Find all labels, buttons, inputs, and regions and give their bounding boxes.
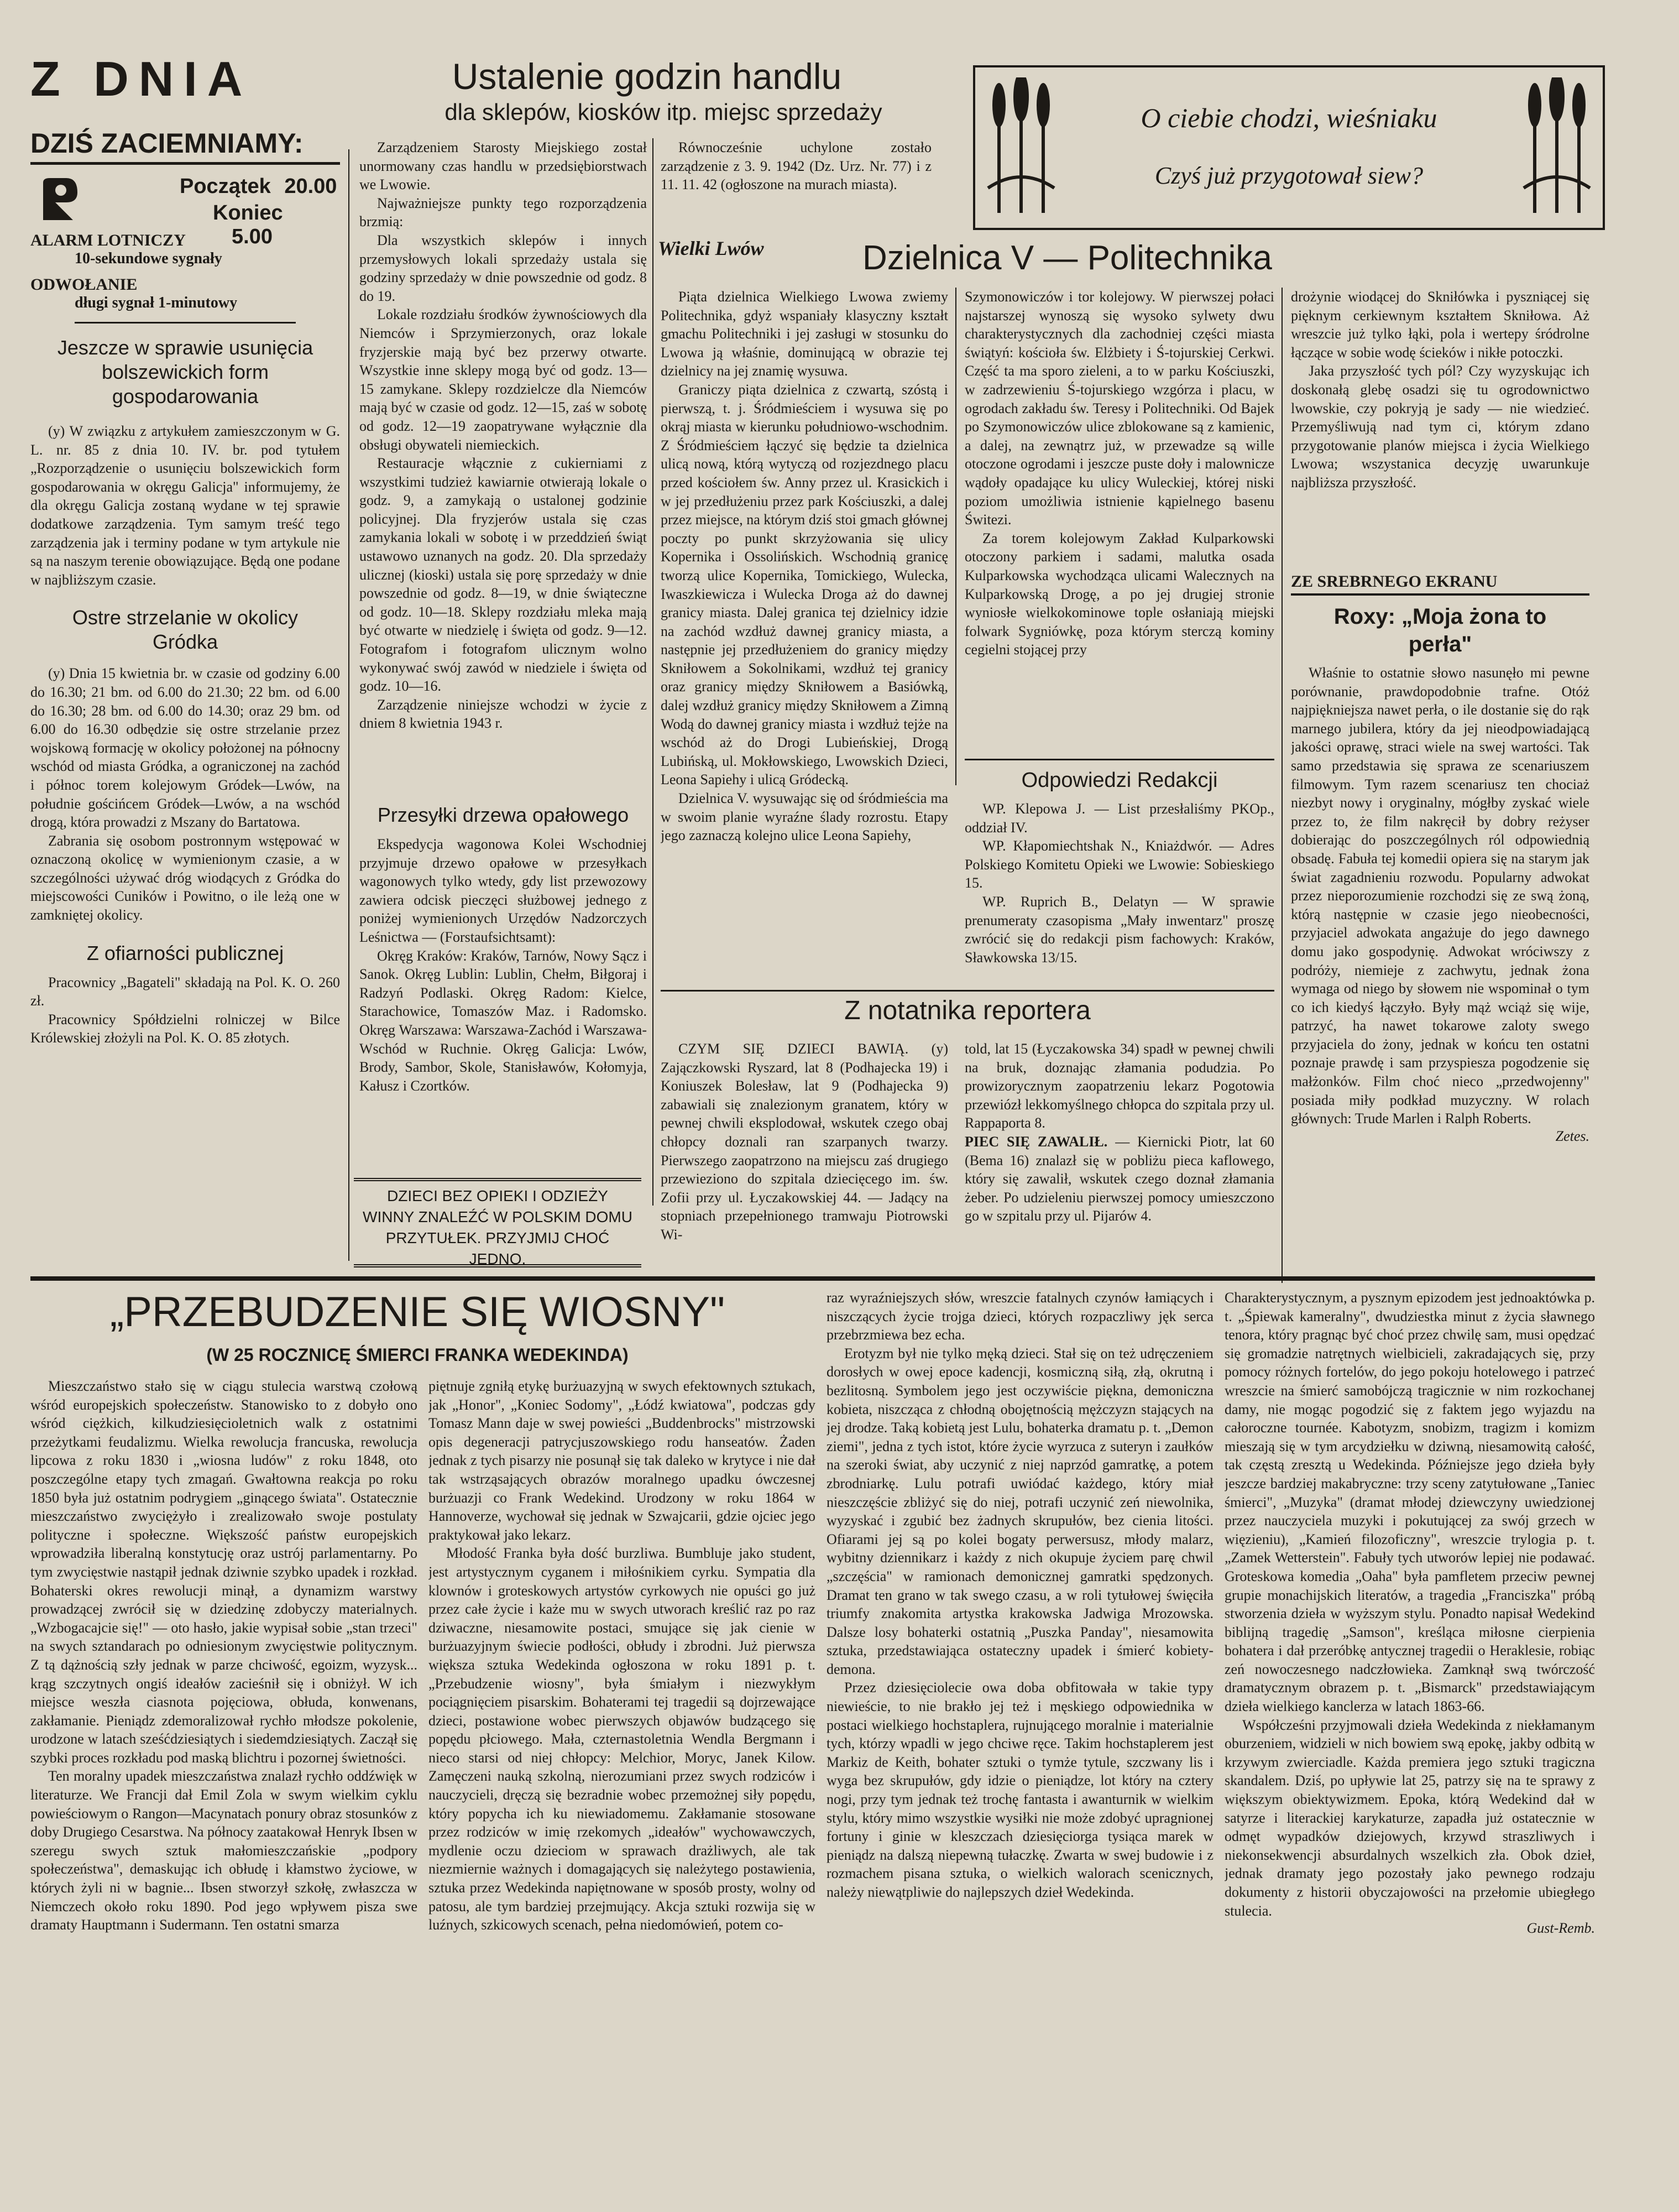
- divider: [661, 990, 1274, 992]
- trade-para: Zarządzenie niniejsze wchodzi w życie z dniem 8 kwietnia 1943 r.: [359, 696, 647, 732]
- firewood-title: Przesyłki drzewa opałowego: [377, 804, 629, 826]
- blackout-logo-icon: [39, 177, 80, 221]
- firewood-column: [359, 835, 647, 1167]
- cinema-signature: Zetes.: [1555, 1128, 1589, 1144]
- cinema-title: Roxy: „Moja żona to perła": [1333, 604, 1547, 656]
- column-rule: [348, 149, 349, 1261]
- reporter-column-1: [661, 1040, 948, 1272]
- start-label: Początek: [180, 175, 271, 198]
- feature-title: „PRZEBUDZENIE SIĘ WIOSNY": [109, 1288, 725, 1335]
- divider: [965, 759, 1274, 760]
- feature-column-2: [428, 1377, 815, 2195]
- feature-body: Młodość Franka była dość burzliwa. Bumbluje jako student, jest artystycznym cyganem i miłośnikiem cyrku. Sympatia dla klownów i groteskowych artystów cyrkowych nie opuści go już przez całe życie i każe mu w swych utworach kreślić raz po raz dziwaczne, niesamowite postaci, smujące się jak cienie w burżuazyjnym świecie podłości, obłudy i zbrodni. Już pierwsza większa sztuka Wedekinda ogłoszona w roku 1891 p. t. „Przebudzenie wiosny", była śmiałym i niezwykłym pociągnięciem pisarskim. Bohaterami tej tragedii są dojrzewające dzieci, postawione wobec pierwszych objawów budzącego się popędu płciowego. Mała, czternastoletnia Wendla Bergmann i nieco starsi od niej chłopcy: Melchior, Moryc, Janek Kilow. Zamęczeni nauką szkolną, nierozumiani przez swych rodziców i nauczycieli, dręczą się bezradnie wobec przemożnej siły popędu, który popycha ich ku niewiadomemu. Zakłamanie stosowane przez rodziców w imię rzekomych „ideałów" wychowawczych, mydlenie oczu dzieciom w sprawach drażliwych, ale tak niezmiernie ważnych i domagających się należytego postawienia, sztuka przez Wedekinda napiętnowane w sposób prosty, wolny od patosu, ale tym bardziej przejmujący. Akcja sztuki rozwija się w luźnych, szkicowych scenach, pełna niedomówień, potem co-: [428, 1545, 815, 1933]
- trade-para: Dla wszystkich sklepów i innych przemysłowych lokali sprzedaży ustala się godziny sprzedaży w dnie powszednie od godz. 8 do 19.: [359, 232, 647, 304]
- left-column: [30, 53, 340, 1264]
- trade-para: Równocześnie uchylone zostało zarządzenie z 3. 9. 1942 (Dz. Urz. Nr. 77) i z 11. 11. 42 (ogłoszone na murach miasta).: [661, 139, 932, 193]
- reporter-body-2: [965, 1133, 1274, 1225]
- cinema-section: ZE SREBRNEGO EKRANU: [1291, 572, 1589, 596]
- column-rule: [1282, 288, 1283, 1283]
- end-label: Koniec: [213, 201, 283, 225]
- cancel-desc: długi sygnał 1-minutowy: [75, 294, 238, 311]
- start-row: [180, 175, 337, 199]
- district-body: Dzielnica V. wysuwając się od śródmieścia ma w swoim planie wyraźne ślady rozrostu. Etapy jego zaznaczą kolejno ulice Leona Sapiehy,: [661, 790, 948, 844]
- answers-list: [965, 800, 1274, 988]
- district-body: Za torem kolejowym Zakład Kulparkowski otoczony parkiem i sadami, malutka osada Kulparkowska wychodząca ulicami Walecznych na Kulparkowską Drogę, a po jej drugiej stronie wyniosłe wielkokominowe tople osłaniają miejski folwark Sygniówkę, poza którym sterczą kominy cegielni stojącej przy: [965, 530, 1274, 658]
- wheat-right-icon: [1521, 77, 1593, 216]
- alarm-title: ALARM LOTNICZY: [30, 231, 186, 249]
- district-column-2: [965, 288, 1274, 758]
- reporter-body: told, lat 15 (Łyczakowska 34) spadł w pewnej chwili na bruk, doznając złamania podudzia. Po prowizorycznym zaopatrzeniu lekarz Pogotowia przewiózł lekkomyślnego chłopca do szpitala przy ul. Rappaporta 8.: [965, 1041, 1274, 1131]
- alarm-desc: 10-sekundowe sygnały: [75, 250, 222, 267]
- divider: [75, 322, 296, 324]
- district-column-1: [661, 288, 948, 1029]
- feature-signature: Gust-Remb.: [1526, 1920, 1595, 1937]
- bolshevik-title: Jeszcze w sprawie usunięcia bolszewickich form gospodarowania: [57, 336, 313, 408]
- section-rule: [30, 1276, 1595, 1281]
- feature-body: piętnuje zgniłą etykę burżuazyjną w swych efektownych sztukach, jak „Honor", „Koniec Sodomy", „Łódź kwiatowa", podczas gdy Tomasz Mann daje w swej powieści „Buddenbrocks" mistrzowski opis degeneracji patrycjuszowskiego rodu hanseatów. Żaden jednak z tych pisarzy nie posunął się tak daleko w krytyce i nie dał tak wstrząsających obrazów moralnego upadku ówczesnej burżuazji co Frank Wedekind. Urodzony w roku 1864 w Hannoverze, wychował się jednak w Szwajcarii, gdzie ojciec jego praktykował jako lekarz.: [428, 1378, 815, 1543]
- donations-body-2: Pracownicy Spółdzielni rolniczej w Bilce Królewskiej złożyli na Pol. K. O. 85 złotych.: [30, 1011, 340, 1046]
- feature-body: Współcześni przyjmowali dzieła Wedekinda z niekłamanym oburzeniem, widzieli w nich bowiem swą epokę, jakby odbitą w krzywym zwierciadle. Każda premiera jego sztuki tragiczna skandalem. Dziś, po upływie lat 25, patrzy się na te sprawy z większym obiektywizmem. Epoka, którą Wedekind dał w satyrze i literackiej karykaturze, zapadła już ostatecznie w odmęt wypadków dziejowych, krzywd straszliwych i niekonsekwencji absurdalnych wszelkich zła. Obok dzieł, jednak dramaty jego pozostały jako pewnego rodzaju dokumenty z historii obyczajowości na przełomie ubiegłego stulecia.: [1225, 1717, 1595, 1919]
- reporter-title: Z notatnika reportera: [844, 996, 1091, 1025]
- trade-para: Restauracje włącznie z cukierniami z wszystkimi tudzież kawiarnie otwierają lokale o godz. 9, a zamykają o ustalonej godzinie policyjnej. Dla fryzjerów ustala się czas zamykania lokali w sobotę i w przeddzień świąt ustawowo uznanych na godz. 20. Dla sprzedaży ulicznej (kioski) ustala się porę sprzedaży w dnie powszednie od godz. 8—19, w dnie świąteczne od godz. 10—18. Sklepy rozdziału mleka mają być otwarte w niedzielę i święta od godz. 9—12. Fotografom i fotografom ulicznym wolno wykonywać swój zawód w niedziele i święta od godz. 10—16.: [359, 455, 647, 695]
- farmer-banner: [973, 65, 1605, 230]
- cinema-column: [1291, 664, 1589, 1272]
- masthead-title: Z DNIA: [30, 53, 253, 106]
- feature-column-3: [827, 1288, 1214, 2195]
- trade-column-2: [661, 138, 932, 227]
- trade-column-1: [359, 138, 647, 785]
- trade-para: Lokale rozdziału środków żywnościowych dla Niemców i Sprzymierzonych, oraz lokale fryzjerskie mają być bez przerwy otwarte. Wszystkie inne sklepy mogą być od godz. 13—15 zamykane. Sklepy rozdzielcze dla Niemców mają być w czasie od godz. 12—15, zaś w sobotę od godz. 12—19 zaopatrywane wyłącznie dla obsługi obywateli niemieckich.: [359, 306, 647, 453]
- children-box-text: DZIECI BEZ OPIEKI I ODZIEŻY WINNY ZNALEŹĆ W POLSKIM DOMU PRZYTUŁEK. PRZYJMIJ CHOĆ JEDNO.: [363, 1187, 632, 1267]
- district-body: Jaka przyszłość tych pól? Czy wyzyskując ich doskonałą glebę osadzi się tu ogrodownictwo lwowskie, czy pokryją je sady — nie wiedzieć. Przemyśliwują nad tym ci, którym zdano przygotowanie planów miejsca i życia Wielkiego Lwowa; wszystanica decyzję uwarunkuje najbliższa przyszłość.: [1291, 363, 1589, 491]
- reporter-body-2-text: — Kiernicki Piotr, lat 60 (Bema 16) znalazł się w pobliżu pieca kaflowego, który się zawalił, wskutek czego doznał złamania żeber. Po udzieleniu pierwszej pomocy umieszczono go w szpitalu przy ul. Pijarów 4.: [965, 1133, 1274, 1224]
- reporter-subhead: PIEC SIĘ ZAWALIŁ.: [965, 1133, 1108, 1150]
- shooting-title: Ostre strzelanie w okolicy Gródka: [72, 606, 299, 654]
- district-title: Dzielnica V — Politechnika: [862, 239, 1272, 277]
- answer-item: WP. Ruprich B., Delatyn — W sprawie prenumeraty czasopisma „Mały inwentarz" proszę zwrócić się do redakcji pism fachowych: Kraków, Sławkowska 13/15.: [965, 893, 1274, 966]
- trade-subtitle: dla sklepów, kiosków itp. miejsc sprzedaży: [444, 99, 882, 125]
- feature-body: raz wyraźniejszych słów, wreszcie fatalnych czynów łamiących i niszczących życie trojga dzieci, których rozpaczliwy jęk serca przebrzmiewa bez echa.: [827, 1290, 1214, 1343]
- column-rule: [955, 288, 956, 785]
- feature-body: Mieszczaństwo stało się w ciągu stulecia warstwą czołową wśród europejskich społeczeństw. Stanowisko to z dobyło ono wśród ciężkich, kilkudziesięcioletnich walk z ostatnimi przeżytkami feudalizmu. Wielka rewolucja francuska, rewolucja lipcowa z roku 1830 i „wiosna ludów" z roku 1848, oto poszczególne etapy tych zmagań. Gwałtowna reakcja po roku 1850 była już ostatnim podrygiem „ginącego świata". Ostatecznie mieszczaństwo zwyciężyło i zrealizowało swoje postulaty polityczne i społeczne. Większość państw europejskich wprowadziła liberalną konstytucję oraz ustrój parlamentarny. Po tym zwycięstwie nastąpił jednak dziwnie szybko upadek i rozkład. Bohaterski okres rewolucji minął, a dynamizm warstwy prowadzącej zwrócił się w dziedzinę zdobyczy materialnych. „Wzbogacajcie się!" — oto hasło, jakie wypisał sobie „stan trzeci" na swych sztandarach po odniesionym zwycięstwie politycznym. Z tą dążnością szły jednak w parze chciwość, egoizm, wyzysk... krąg szczytnych ongiś ideałów zacieśnił się i obniżył. W ich miejsce weszła ciasnota pojęciowa, obłuda, konwenans, zakłamanie. Pieniądz zdemoralizował rychło młodsze pokolenie, urodzone w latach sześćdziesiątych i siedemdziesiątych. Zaczął się szybki proces rozkładu pod maską blichtru i pozornej świetności.: [30, 1378, 417, 1766]
- end-row: [213, 201, 340, 249]
- bolshevik-body: (y) W związku z artykułem zamieszczonym w G. L. nr. 85 z dnia 10. IV. br. pod tytułem „Rozporządzenie o usunięciu bolszewickich form gospodarowania w okręgu Galicja" informujemy, że dla okręgu Galicja zostaną wydane w tej sprawie dodatkowe zarządzenia. Tym samym treść tego zarządzenia jak i terminy podane w tym artykule nie są na naszym terenie obowiązujące. Będą one podane w najbliższym czasie.: [30, 423, 340, 588]
- trade-title: Ustalenie godzin handlu: [452, 56, 842, 97]
- cinema-body: Właśnie to ostatnie słowo nasunęło mi pewne porównanie, prawdopodobnie trafne. Otóż najpiękniejsza nawet perła, o ile dostanie się do rąk marnego jubilera, który da jej nieodpowiadającą jakości oprawę, straci wiele na swej wartości. Tak samo przedstawia się sprawa ze scenariuszem filmowym. Tym razem scenariusz ten chociaż niezbyt nowy i oryginalny, mógłby zyskać wiele przez to, że film nakręcił by dobry reżyser dobierając do poszczególnych ról odpowiednią obsadę. Fabuła tej komedii opiera się na starym jak świat zagadnieniu rozwodu. Popularny adwokat przez nieporozumienie rozchodzi się ze swą żoną, którą następnie w czasie jego nieobecności, przyjaciel adwokata angażuje do jego dawnego domu jako gospodynię. Adwokat wróciwszy z podróży, niemieje z zachwytu, jednak żona wymaga od niego by słowem nie wspominał o tym co ich kiedyś łączyło. Były mąż wciąż się wije, patrzyć, ha nawet tokarowe zaloty swego przyjaciela do żony, jednak w końcu ten ostatni poznaje prawdę i sam przyspiesza pogodzenie się małżonków. Film choć nieco „przedwojenny" posiada miły podkład muzyczny. W rolach głównych: Trude Marlen i Ralph Roberts.: [1291, 665, 1589, 1127]
- banner-line-1: O ciebie chodzi, wieśniaku: [1141, 102, 1437, 133]
- blackout-heading: DZIŚ ZACIEMNIAMY:: [30, 127, 340, 165]
- feature-body: Przez dziesięciolecie owa doba obfitowała w takie typy niewieście, to nie brakło jej też i męskiego odpowiednika w postaci wielkiego hochstaplera, rujnującego moralnie i materialnie tych, którzy wpadli w jego chciwe ręce. Takim hochstaplerem jest Markiz de Keith, bohater sztuki o tymże tytule, szczwany lis i wyga bez skrupułów, gdy idzie o pieniądze, lot który na cztery nogi, przy tym jednak też trochę fantasta i awanturnik w wielkim stylu, który mimo wszystkie wysiłki nie może zdobyć upragnionej fortuny i ginie w kleszczach dziesięciorga tysiąca marek w pieniądz na dalszą niepewną tułaczkę. Zwarta w swej budowie i z rozmachem pisana sztuka, o wielkich walorach scenicznych, należy niewątpliwie do najlepszych dzieł Wedekinda.: [827, 1679, 1214, 1900]
- reporter-column-2: [965, 1040, 1274, 1272]
- feature-body: Ten moralny upadek mieszczaństwa znalazł rychło oddźwięk w literaturze. We Francji dał Emil Zola w swym wielkim cyklu powieściowym o Rangon—Macynatach ponury obraz stosunków z doby Drugiego Cesarstwa. Na północy zaatakował Henryk Ibsen w szeregu swych sztuk małomieszczańskie „podpory społeczeństwa", demaskując ich obłudę i kłamstwo życiowe, w których żyli ni w bagnie... Ibsen stworzył szkołę, zwłaszcza w Niemczech około roku 1890. Pod jego wpływem pisza swe dramaty Hauptmann i Sudermann. Ten ostatni smarza: [30, 1768, 417, 1933]
- reporter-body: CZYM SIĘ DZIECI BAWIĄ. (y) Zajączkowski Ryszard, lat 8 (Podhajecka 19) i Koniuszek Bolesław, lat 9 (Podhajecka 9) zabawiali się znalezionym granatem, który w pewnej chwili eksplodował, wskutek czego obaj chłopcy doznali ran szarpanych twarzy. Pierwszego zaopatrzono na miejscu zaś drugiego przewieziono do szpitala dziecięcego im. św. Zofii przy ul. Łyczakowskiej 44. — Jadący na stopniach przepełnionego tramwaju Piotrowski Wi-: [661, 1041, 948, 1243]
- children-box: [354, 1178, 641, 1267]
- feature-column-1: [30, 1377, 417, 2195]
- firewood-body: Ekspedycja wagonowa Kolei Wschodniej przyjmuje drzewo opałowe w przesyłkach wagonowych tylko wtedy, gdy list przewozowy zawiera odcisk pieczęci służbowej jednego z poniżej wymienionych Urzędów Nadzorczych Leśnictwa — (Forstaufsichtsamt):: [359, 836, 647, 945]
- feature-body: Charakterystycznym, a pysznym epizodem jest jednoaktówka p. t. „Śpiewak kameralny", dwudziestka minut z życia sławnego tenora, który pragnąc być choć przez chwilę sam, musi opędzać się gromadzie natrętnych wielbicieli, zakradających się, przy pomocy różnych fortelów, do jego pokoju hotelowego i patrzeć wreszcie na śmierć samobójczą tragicznie w nim rozkochanej damy, nie mogąc pogodzić się z faktem jego wyjazdu na całoroczne tournée. Kabotyzm, snobizm, tragizm i komizm mieszają się w tym arcydziełku w dziwną, niesamowitą całość, tak częstą zresztą u Wedekinda. Późniejsze jego dzieła były jeszcze bardziej makabryczne: trzy sceny zatytułowane „Taniec śmierci", „Muzyka" (dramat młodej dziewczyny uwiedzionej przez nauczyciela muzyki i pokutującej za swój grzech w więzieniu), „Kamień filozoficzny", wreszcie trylogia p. t. „Zamek Wetterstein". Fabuły tych utworów lepiej nie podawać. Groteskowa komedia „Oaha" była pamfletem przeciw pewnej grupie monachijskich literatów, a tragedia „Franciszka" próbą stworzenia dzieła w wyższym stylu. Ponadto napisał Wedekind biblijną tragedię „Samson", kreśląca miłosne cierpienia bohatera i dał przeróbkę antycznej tragedii o Heraklesie, robiąc zeń nowoczesnego nadczłowieka. Zamknął swą twórczość dramatycznym obrazem p. t. „Bismarck" przedstawiającym dzieła wielkiego kanclerza w latach 1863-66.: [1225, 1290, 1595, 1715]
- answer-item: WP. Klepowa J. — List przesłaliśmy PKOp., oddział IV.: [965, 801, 1274, 836]
- cancel-title: ODWOŁANIE: [30, 275, 138, 294]
- district-body: Piąta dzielnica Wielkiego Lwowa zwiemy Politechnika, gdyż wspaniały klasyczny kształt gmachu Politechniki i jej zasługi w stosunku do Lwowa ją właśnie, dominującą w obrazie tej dzielnicy na jej znamię wysuwa.: [661, 289, 948, 379]
- end-time: 5.00: [232, 225, 273, 248]
- answers-title: Odpowiedzi Redakcji: [1021, 769, 1218, 792]
- district-column-3: [1291, 288, 1589, 570]
- firewood-body-2: Okręg Kraków: Kraków, Tarnów, Nowy Sącz i Sanok. Okręg Lublin: Lublin, Chełm, Biłgoraj i Radzyń Podlaski. Okręg Radom: Kielce, Starachowice, Tomaszów Maz. i Radomsko. Okręg Warszawa: Warszawa-Zachód i Warszawa-Wschód w Ruchnie. Okręg Galicja: Lwów, Brody, Sambor, Skole, Stanisławów, Kołomyja, Kałusz i Czortków.: [359, 947, 647, 1094]
- banner-line-2: Czyś już przygotował siew?: [1154, 162, 1424, 189]
- feature-subtitle: (W 25 ROCZNICĘ ŚMIERCI FRANKA WEDEKINDA): [206, 1345, 629, 1365]
- donations-title: Z ofiarności publicznej: [86, 941, 284, 964]
- feature-body: Erotyzm był nie tylko męką dzieci. Stał się on też udręczeniem dorosłych w owej epoce kadencji, kosmiczną siłą, złą, okrutną i bezlitosną. Symbolem jego jest oczywiście piękna, demoniczna kobieta, niszcząca z chłodną obojętnością mężczyzn stających na jej drodze. Taką kobietą jest Lulu, bohaterka dramatu p. t. „Demon ziemi", jedna z tych istot, które życie wyrzuca z suteryn i zaułków na szeroki świat, aby uczynić z niej naprzód gamratkę, a potem zbrodniarkę. Lulu potrafi uwiódać każdego, który miał nieszczęście zbliżyć się do niej, potrafi uczynić zeń niewolnika, wyzyskać i zgubić bez żadnych skrupułów, bez cienia litości. Ofiarami jej są po kolei bogaty perwersusz, młody malarz, wybitny dziennikarz i każdy z nich okupuje życiem parę chwil „szczęścia" w ramionach demonicznej gamratki spędzonych. Dramat ten grano w tak swego czasu, a w roli tytułowej święciła triumfy znakomita artystka krakowska Jadwiga Mrozowska. Dalsze losy bohaterki ostatnią „Puszka Panday", niesamowita sztuka, przedstawiająca ostateczny upadek i śmierć kobiety-demona.: [827, 1345, 1214, 1677]
- column-rule: [652, 138, 653, 1206]
- wheat-left-icon: [985, 77, 1057, 216]
- donations-body-1: Pracownicy „Bagateli" składają na Pol. K. O. 260 zł.: [30, 974, 340, 1009]
- trade-para: Najważniejsze punkty tego rozporządzenia brzmią:: [359, 195, 647, 230]
- trade-para: Zarządzeniem Starosty Miejskiego został unormowany czas handlu w przedsiębiorstwach we Lwowie.: [359, 139, 647, 193]
- district-body: Szymonowiczów i tor kolejowy. W pierwszej połaci najstarszej wynoszą się wysoko sylwety dwu charakterystycznych dla zachodniej części miasta świątyń: kościoła św. Elżbiety i Ś-tojurskiej Cerkwi. Część ta ma sporo zieleni, a to w parku Kościuszki, w zadrzewieniu Ś-tojurskiego wzgórza i placu, w ogrodach zakładu św. Teresy i Politechniki. Od Bajek po Szymonowiczów ulice zblokowane są z kamienic, a dalej, na zewnątrz już, w przewadze są wille otoczone ogrodami i jeszcze puste doły i malownicze wądoły opadające ku ulicy Wuleckiej, której niski poziom umożliwia istnienie kąpielnego basenu Świtezi.: [965, 289, 1274, 528]
- answer-item: WP. Kłapomiechtshak N., Kniażdwór. — Adres Polskiego Komitetu Opieki we Lwowie: Sobieskiego 15.: [965, 838, 1274, 891]
- district-body: drożynie wiodącej do Skniłówka i pyszniącej się pięknym cerkiewnym kształtem Skniłowa. Aż wreszcie już tylko łąki, pola i wertepy śródrolne łączące w sobie wodę ścieków i nikłe potoczki.: [1291, 289, 1589, 361]
- feature-column-4: [1225, 1288, 1595, 2195]
- shooting-body-2: Zabrania się osobom postronnym wstępować w oznaczoną okolicę w wymienionym czasie, a w szczególności używać dróg wiodących z Gródka do miejscowości Cuników i Powitno, o ile leżą one w zamkniętej okolicy.: [30, 832, 340, 924]
- district-kicker: Wielki Lwów: [658, 237, 764, 259]
- shooting-body-1: (y) Dnia 15 kwietnia br. w czasie od godziny 6.00 do 16.30; 21 bm. od 6.00 do 21.30; 22 bm. od 6.00 do 16.30; 28 bm. od 6.00 do 14.30; oraz 29 bm. od 6.00 do 16.30 odbędzie się ostre strzelanie przez wojskową formację w okolicy położonej na północny wschód od miasta Gródka, a ograniczonej na zachód i północ torem kolejowym Gródek—Lwów, na południe gościńcem Gródek—Lwów, a na wschód drogą, która prowadzi z Mszany do Bartatowa.: [30, 665, 340, 831]
- district-body: Graniczy piąta dzielnica z czwartą, szóstą i pierwszą, t. j. Śródmieściem i wysuwa się po okrąj miasta w kierunku południowo-wschodnim. Z Śródmieściem łączyć się będzie ta dzielnica ulicą nową, którą wytyczą od rozjezdnego placu przed kościołem św. Anny przez ul. Krasickich i w jej przedłużeniu przez park Kościuszki, a dalej przez miejsce, na którym dziś stoi gmach głównej poczty po punkt skrzyżowania się ulicy Kopernika i Ossolińskich. Wschodnią granicę tworzą ulice Kopernika, Tomickiego, Wulecka, Iwaszkiewicza i Wulecka Droga aż do dawnej granicy miasta. Dalej granica tej dzielnicy idzie na zachód wzdłuż dawnej granicy miasta, a następnie jej przedłużeniem do granicy między Skniłowem a Sokolnikami, wzdłuż tej granicy oraz granicy między Skniłowem a Basiówką, dalej wzdłuż granicy między Skniłowem a Zimną Wodą do dawnej granicy miasta i wzdłuż tejże na wschód aż do Drogi Lubieńskiej, Drogą Lubińską, ul. Mokłowskiego, Lwowskich Dzieci, Leona Sapiehy i ulicą Gródecką.: [661, 381, 948, 788]
- start-time: 20.00: [284, 175, 337, 198]
